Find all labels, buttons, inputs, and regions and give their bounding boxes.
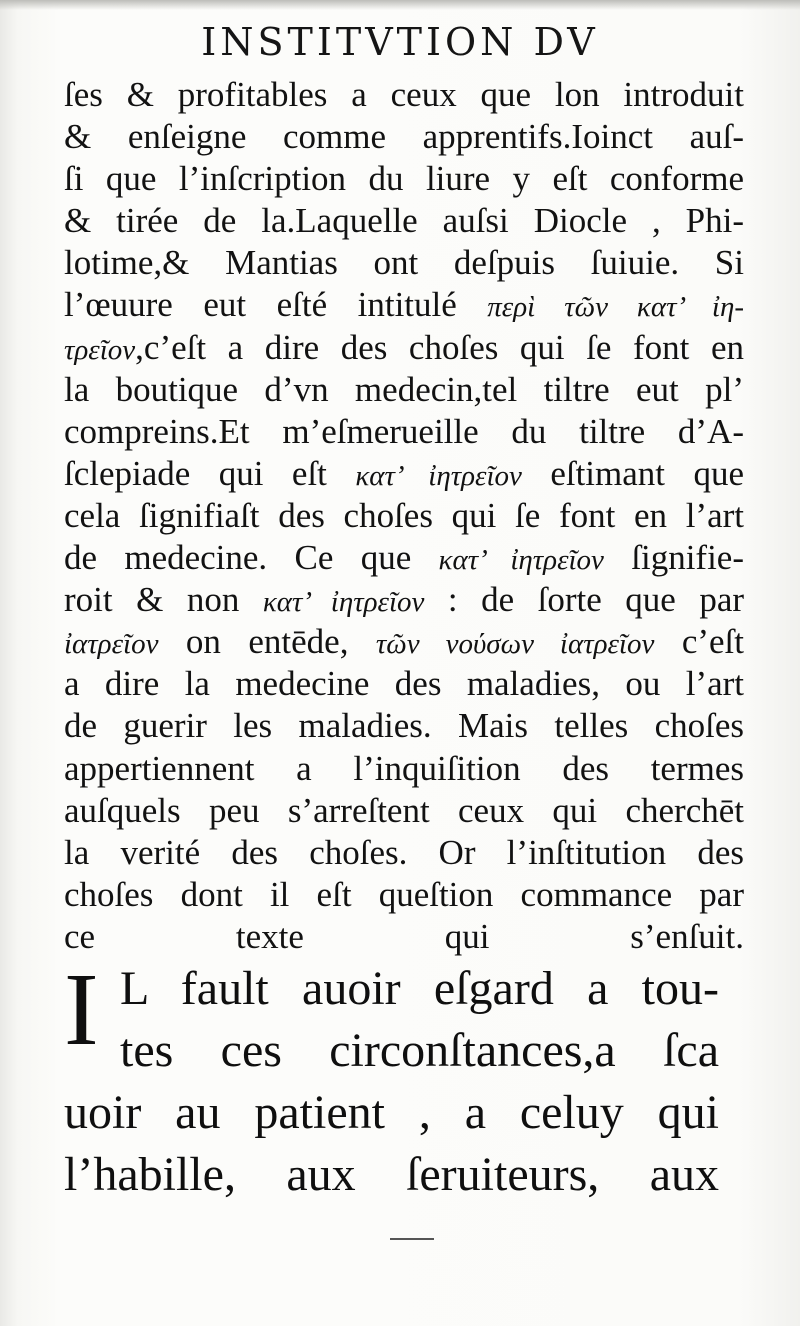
paragraph-line: L fault auoir eſgard a tou- xyxy=(120,962,719,1015)
text-segment: & tirée de la.Laquelle auſsi Diocle , Phi- xyxy=(64,201,744,241)
text-segment: ſes & profitables a ceux que lon introduit xyxy=(64,75,744,114)
text-line xyxy=(64,705,744,747)
text-segment: de medecine. Ce que xyxy=(64,538,439,578)
text-line xyxy=(64,200,744,242)
text-segment: ſi que l’inſcription du liure y eſt conforme xyxy=(64,159,744,199)
text-line xyxy=(64,327,744,369)
text-segment: ſignifie- xyxy=(603,538,744,578)
text-line xyxy=(64,284,744,326)
text-line xyxy=(64,369,744,411)
text-line xyxy=(64,579,744,621)
text-segment: compreins.Et m’eſmerueille du tiltre d’A- xyxy=(64,411,744,451)
text-line xyxy=(64,537,744,579)
text-line xyxy=(64,874,744,916)
greek-phrase: κατ’ ἰητρεῖον xyxy=(438,544,604,577)
text-segment: ,c’eſt a dire des choſes qui ſe font en xyxy=(135,327,744,367)
text-segment: l’œuure eut eſté intitulé xyxy=(64,285,488,325)
greek-phrase: τῶν νούσων ἰατρεῖον xyxy=(375,628,655,661)
text-line xyxy=(64,663,744,705)
paragraph-line: tes ces circonſtances,a ſca xyxy=(120,1024,719,1077)
greek-phrase: κατ’ ἰητρεῖον xyxy=(355,459,522,492)
text-segment: cela ſignifiaſt des choſes qui ſe font en l’art xyxy=(64,495,744,535)
text-line xyxy=(64,116,744,158)
text-segment: ce texte qui s’enſuit. xyxy=(64,916,744,956)
paragraph-line: l’habille, aux ſeruiteurs, aux xyxy=(64,1148,719,1201)
text-segment: auſquels peu s’arreſtent ceux qui cherchēt xyxy=(64,790,744,830)
text-line xyxy=(64,74,744,116)
body-text xyxy=(64,74,744,958)
text-line xyxy=(64,242,744,284)
paragraph xyxy=(64,952,719,1206)
drop-cap: I xyxy=(64,952,99,1067)
text-line xyxy=(64,411,744,453)
text-segment: la verité des choſes. Or l’inſtitution des xyxy=(64,832,744,872)
greek-phrase: ἰατρεῖον xyxy=(64,628,159,661)
text-line xyxy=(64,495,744,537)
text-line xyxy=(64,453,744,495)
text-segment: : de ſorte que par xyxy=(424,580,745,620)
text-segment: appertiennent a l’inquiſition des termes xyxy=(64,748,744,788)
text-line xyxy=(64,832,744,874)
running-head: INSTITVTION DV xyxy=(201,20,599,64)
text-segment: & enſeigne comme apprentifs.Ioinct auſ- xyxy=(64,117,744,157)
text-segment: ſclepiade qui eſt xyxy=(64,453,356,493)
text-line xyxy=(64,158,744,200)
greek-phrase: κατ’ ἰητρεῖον xyxy=(262,586,425,619)
page-mark xyxy=(390,1238,434,1240)
text-segment: a dire la medecine des maladies, ou l’art xyxy=(64,664,744,704)
text-segment: eſtimant que xyxy=(521,453,744,493)
text-line xyxy=(64,621,744,663)
text-segment: roit & non xyxy=(64,580,263,620)
page-edge-shadow xyxy=(0,0,800,10)
text-segment: lotime,& Mantias ont deſpuis ſuiuie. Si xyxy=(64,243,744,283)
text-segment: la boutique d’vn medecin,tel tiltre eut pl’ xyxy=(64,369,744,409)
text-line xyxy=(64,790,744,832)
text-line xyxy=(64,916,744,958)
text-line xyxy=(64,748,744,790)
text-segment: choſes dont il eſt queſtion commance par xyxy=(64,874,744,914)
text-segment: c’eſt xyxy=(654,622,744,662)
text-segment: on entēde, xyxy=(158,622,376,662)
text-segment: de guerir les maladies. Mais telles choſes xyxy=(64,706,744,746)
greek-phrase: περὶ τῶν κατ’ ἰη- xyxy=(487,291,744,324)
paragraph-line: uoir au patient , a celuy qui xyxy=(64,1086,719,1139)
greek-phrase: τρεῖον xyxy=(64,333,136,366)
